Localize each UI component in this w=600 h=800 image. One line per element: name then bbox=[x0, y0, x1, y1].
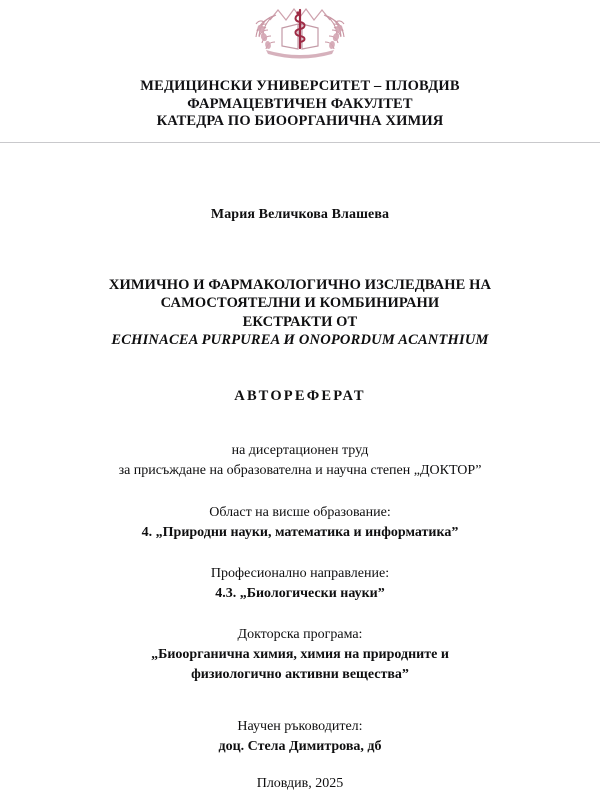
author-name: Мария Величкова Влашева bbox=[210, 206, 390, 222]
title-line-2: САМОСТОЯТЕЛНИ И КОМБИНИРАНИ bbox=[160, 295, 440, 311]
institution-line-3: КАТЕДРА ПО БИООРГАНИЧНА ХИМИЯ bbox=[156, 113, 444, 129]
title-line-4-species: ECHINACEA PURPUREA И ONOPORDUM ACANTHIUM bbox=[111, 332, 489, 348]
emblem-container bbox=[240, 4, 360, 62]
institution-line-1: МЕДИЦИНСКИ УНИВЕРСИТЕТ – ПЛОВДИВ bbox=[140, 78, 460, 94]
professional-direction-value: 4.3. „Биологически науки” bbox=[215, 585, 385, 601]
education-area-label: Област на висше образование: bbox=[209, 504, 391, 520]
medical-university-emblem-icon bbox=[240, 4, 360, 60]
dissertation-title bbox=[109, 276, 491, 350]
professional-direction-group bbox=[211, 564, 389, 604]
institution-line-2: ФАРМАЦЕВТИЧЕН ФАКУЛТЕТ bbox=[187, 95, 413, 112]
institution-header bbox=[140, 78, 459, 131]
document-type-heading: АВТОРЕФЕРАТ bbox=[234, 387, 366, 404]
doctoral-program-value-line-2: физиологично активни вещества” bbox=[191, 666, 409, 682]
supervisor-label: Научен ръководител: bbox=[237, 718, 363, 734]
doctoral-program-value-line-1: „Биоорганична химия, химия на природните и bbox=[151, 646, 449, 662]
dissertation-statement bbox=[119, 441, 482, 481]
header-divider bbox=[0, 142, 600, 143]
dissertation-lead: на дисертационен труд bbox=[231, 442, 369, 458]
title-line-1: ХИМИЧНО И ФАРМАКОЛОГИЧНО ИЗСЛЕДВАНЕ НА bbox=[108, 276, 492, 293]
supervisor-value: доц. Стела Димитрова, дб bbox=[218, 738, 382, 754]
title-line-3: ЕКСТРАКТИ ОТ bbox=[242, 313, 358, 330]
supervisor-group bbox=[219, 717, 382, 757]
place-and-year: Пловдив, 2025 bbox=[256, 776, 344, 791]
professional-direction-label: Професионално направление: bbox=[210, 565, 390, 581]
doctoral-program-label: Докторска програма: bbox=[237, 626, 363, 642]
education-area-value: 4. „Природни науки, математика и информатика” bbox=[141, 524, 459, 540]
dissertation-degree-line: за присъждане на образователна и научна степен „ДОКТОР” bbox=[118, 462, 482, 478]
doctoral-program-group bbox=[151, 625, 449, 685]
education-area-group bbox=[142, 503, 459, 543]
